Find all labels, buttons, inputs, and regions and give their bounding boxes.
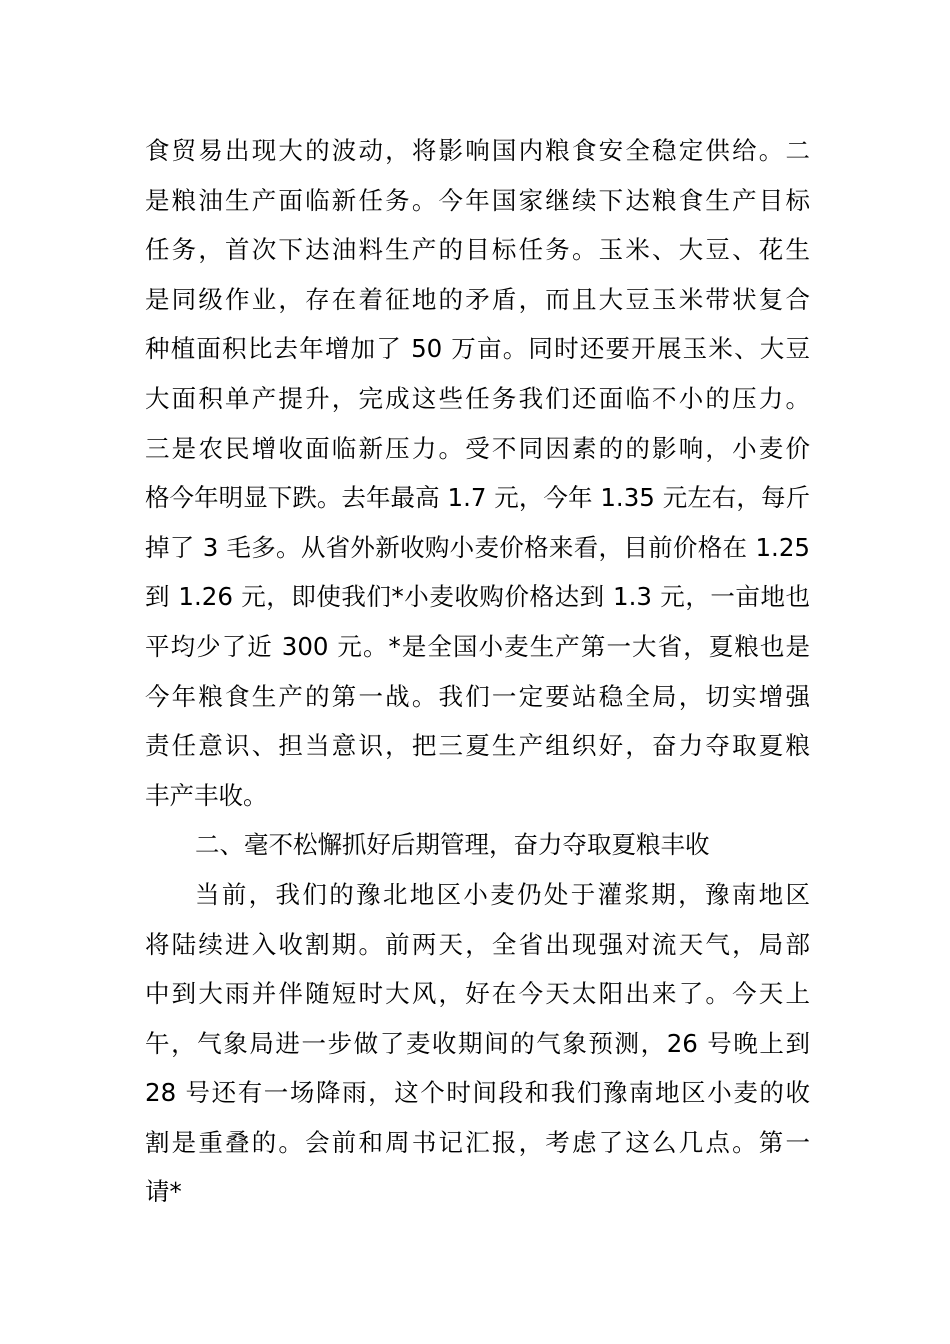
text-line: 割是重叠的。会前和周书记汇报，考虑了这么几点。第一 (145, 1127, 810, 1157)
text-line: 食贸易出现大的波动，将影响国内粮食安全稳定供给。二 (145, 136, 810, 165)
text-line: 当前，我们的豫北地区小麦仍处于灌浆期，豫南地区 (195, 879, 810, 909)
text-line: 掉了 3 毛多。从省外新收购小麦价格来看，目前价格在 1.25 (145, 532, 810, 562)
text-line: 28 号还有一场降雨，这个时间段和我们豫南地区小麦的收 (145, 1078, 810, 1108)
text-line: 大面积单产提升，完成这些任务我们还面临不小的压力。 (145, 383, 810, 413)
text-line: 任务，首次下达油料生产的目标任务。玉米、大豆、花生 (145, 235, 810, 265)
text-line: 格今年明显下跌。去年最高 1.7 元，今年 1.35 元左右，每斤 (145, 483, 810, 513)
text-line: 是同级作业，存在着征地的矛盾，而且大豆玉米带状复合 (145, 284, 810, 314)
text-line: 责任意识、担当意识，把三夏生产组织好，奋力夺取夏粮 (145, 731, 810, 761)
body-text (145, 126, 810, 1217)
text-line: 到 1.26 元，即使我们*小麦收购价格达到 1.3 元，一亩地也 (145, 582, 810, 612)
text-line: 午，气象局进一步做了麦收期间的气象预测，26 号晚上到 (145, 1028, 810, 1058)
text-line: 三是农民增收面临新压力。受不同因素的的影响，小麦价 (145, 433, 810, 463)
text-line: 平均少了近 300 元。*是全国小麦生产第一大省，夏粮也是 (145, 631, 810, 661)
text-line: 中到大雨并伴随短时大风，好在今天太阳出来了。今天上 (145, 979, 810, 1009)
text-line: 是粮油生产面临新任务。今年国家继续下达粮食生产目标 (145, 185, 810, 215)
text-line: 种植面积比去年增加了 50 万亩。同时还要开展玉米、大豆 (145, 334, 810, 364)
text-line: 请* (145, 1177, 182, 1207)
text-line: 将陆续进入收割期。前两天，全省出现强对流天气，局部 (145, 929, 810, 959)
text-line: 丰产丰收。 (145, 780, 268, 810)
text-line: 今年粮食生产的第一战。我们一定要站稳全局，切实增强 (145, 681, 810, 711)
section-heading: 二、毫不松懈抓好后期管理，奋力夺取夏粮丰收 (195, 830, 710, 860)
